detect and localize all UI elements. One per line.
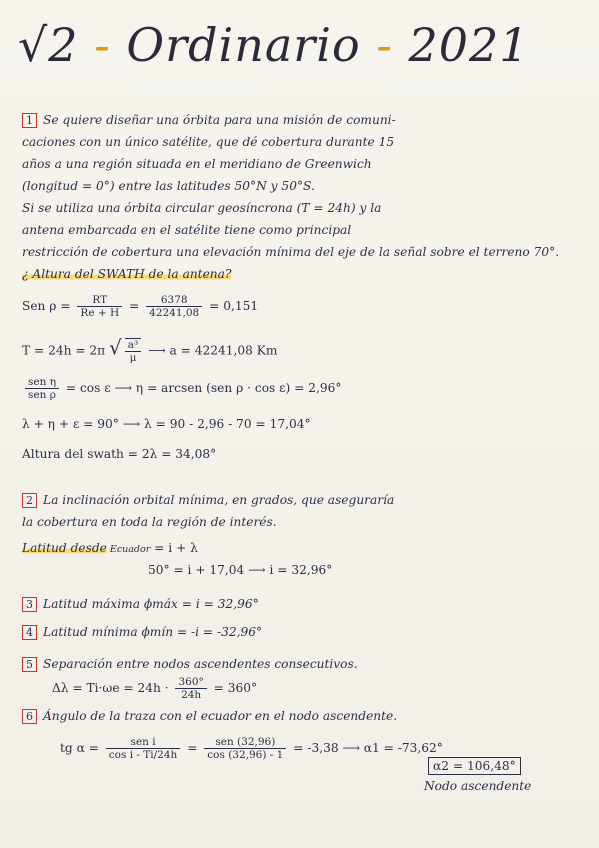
- q6-frac-2: [204, 736, 286, 761]
- eq1-equals: =: [129, 299, 140, 313]
- q6-result: = -3,38 ⟶ α1 = -73,62°: [293, 741, 443, 755]
- q3-number: 3: [22, 597, 37, 612]
- q2-eq-1: [22, 540, 198, 558]
- eq3-f-den: sen ρ: [28, 389, 56, 401]
- q1-line-5: Si se utiliza una órbita circular geosíncrona (T = 24h) y la: [22, 201, 382, 215]
- q1-line-2: caciones con un único satélite, que dé cobertura durante 15: [22, 135, 395, 149]
- q4-number: 4: [22, 625, 37, 640]
- q1-line-6: antena embarcada en el satélite tiene como principal: [22, 223, 352, 237]
- q6-note: Nodo ascendente: [424, 779, 532, 793]
- eq1-f1-den: Re + H: [80, 307, 120, 319]
- q2-text-1: La inclinación orbital mínima, en grados, que aseguraría: [43, 493, 395, 507]
- q6-lhs: tg α =: [60, 741, 99, 755]
- eq3-result: = cos ε ⟶ η = arcsen (sen ρ · cos ε) = 2,96°: [65, 381, 342, 395]
- q3-text: Latitud máxima ϕmáx = i = 32,96°: [43, 597, 259, 611]
- q5-f-num: 360°: [175, 676, 206, 689]
- title-ordinario: Ordinario: [126, 18, 361, 72]
- title-year: 2021: [408, 18, 530, 72]
- q5-frac: [175, 676, 206, 701]
- q6-alpha2-box: α2 = 106,48°: [428, 757, 521, 775]
- q6-equals: =: [187, 741, 198, 755]
- eq2-frac: [125, 338, 141, 364]
- eq2-f-num: a³: [125, 339, 141, 352]
- q2-number: 2: [22, 493, 37, 508]
- q5-eq: [52, 676, 257, 701]
- sqrt-icon: √: [109, 335, 122, 360]
- q6-text: Ángulo de la traza con el ecuador en el nodo ascendente.: [43, 709, 398, 723]
- q1-question-text: ¿ Altura del SWATH de la antena?: [22, 267, 232, 281]
- q2-eq1-sub: Ecuador: [106, 544, 151, 555]
- q2-line-1: [22, 492, 394, 508]
- q6-f2-den: cos (32,96) - 1: [207, 749, 284, 761]
- eq1-f2-den: 42241,08: [149, 307, 200, 319]
- q6-f1-den: cos i - Ti/24h: [108, 749, 178, 761]
- eq1-frac-1: [77, 294, 122, 319]
- eq-eta: [22, 376, 341, 401]
- q1-line-1: [22, 112, 396, 128]
- eq1-f2-num: 6378: [146, 294, 202, 307]
- q6-number: 6: [22, 709, 37, 724]
- q5-eq-rhs: = 360°: [213, 681, 258, 695]
- title-v2: √2: [18, 18, 79, 72]
- q5-eq-lhs: Δλ = Ti·ωe = 24h ·: [52, 681, 169, 695]
- q6-frac-1: [106, 736, 181, 761]
- q2-line-2: la cobertura en toda la región de interés.: [22, 515, 277, 529]
- q1-line-4: (longitud = 0°) entre las latitudes 50°N y 50°S.: [22, 179, 315, 193]
- eq-period: [22, 335, 278, 364]
- eq-sen-rho: [22, 294, 258, 319]
- title-dash-1: -: [94, 18, 127, 72]
- eq2-f-den: μ: [129, 352, 137, 364]
- q5-f-den: 24h: [181, 689, 202, 701]
- eq-swath: Altura del swath = 2λ = 34,08°: [22, 447, 217, 461]
- q3-line: [22, 596, 259, 612]
- eq-lambda: λ + η + ε = 90° ⟶ λ = 90 - 2,96 - 70 = 17,04°: [22, 417, 311, 431]
- q1-line-7: restricción de cobertura una elevación mínima del eje de la señal sobre el terreno 70°.: [22, 245, 560, 259]
- q2-eq-2: 50° = i + 17,04 ⟶ i = 32,96°: [148, 563, 333, 577]
- q1-text-1: Se quiere diseñar una órbita para una misión de comuni-: [43, 113, 396, 127]
- eq3-frac: [25, 376, 59, 401]
- q5-number: 5: [22, 657, 37, 672]
- eq3-f-num: sen η: [25, 376, 59, 389]
- page-title: [18, 18, 578, 72]
- eq1-result: = 0,151: [209, 299, 259, 313]
- eq1-frac-2: [146, 294, 202, 319]
- q4-line: [22, 624, 262, 640]
- q5-text: Separación entre nodos ascendentes consecutivos.: [43, 657, 358, 671]
- q1-question: [22, 266, 231, 282]
- eq2-result: ⟶ a = 42241,08 Km: [148, 343, 278, 358]
- q6-alpha2: [428, 758, 521, 774]
- eq1-f1-num: RT: [77, 294, 122, 307]
- q6-eq: [60, 736, 443, 761]
- q2-eq1-rhs: = i + λ: [150, 541, 198, 555]
- eq2-lhs: T = 24h = 2π: [22, 343, 106, 358]
- q2-eq1-label: Latitud desde: [22, 541, 107, 555]
- q5-line: [22, 656, 358, 672]
- q1-line-3: años a una región situada en el meridiano de Greenwich: [22, 157, 372, 171]
- title-dash-2: -: [376, 18, 409, 72]
- q4-text: Latitud mínima ϕmín = -i = -32,96°: [43, 625, 263, 639]
- q6-f1-num: sen i: [106, 736, 181, 749]
- q1-number: 1: [22, 113, 37, 128]
- eq1-lhs: Sen ρ =: [22, 299, 71, 313]
- q6-line: [22, 708, 397, 724]
- q6-f2-num: sen (32,96): [204, 736, 286, 749]
